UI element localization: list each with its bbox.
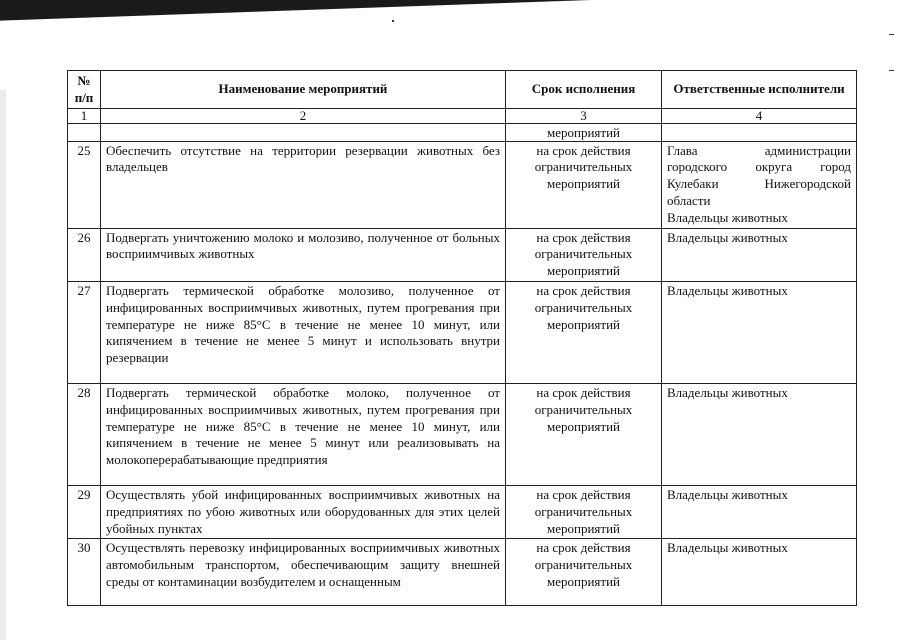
responsible-text: Владельцы животных xyxy=(662,228,857,281)
responsible-text: Владельцы животных xyxy=(662,539,857,606)
term-text: на срок действия ограничительных мероприятий xyxy=(506,539,662,606)
row-number: 29 xyxy=(68,485,101,538)
table-row xyxy=(68,383,857,485)
header-resp: Ответственные исполнители xyxy=(662,71,857,109)
term-text: на срок действия ограничительных мероприятий xyxy=(506,228,662,281)
responsible-line: области xyxy=(667,192,711,208)
scan-speck xyxy=(392,20,394,22)
row-number: 26 xyxy=(68,228,101,281)
scan-speck xyxy=(889,70,894,71)
term-text: на срок действия ограничительных мероприятий xyxy=(506,383,662,485)
table-row xyxy=(68,539,857,606)
table-row xyxy=(68,281,857,383)
row-number: 28 xyxy=(68,383,101,485)
measure-text: Осуществлять убой инфицированных восприимчивых животных на предприятиях по убою животных или оборудованных для этих целей убойных пунктах xyxy=(101,485,506,538)
measures-table xyxy=(67,70,857,606)
row-number: 30 xyxy=(68,539,101,606)
table-row xyxy=(68,141,857,228)
header-name: Наименование мероприятий xyxy=(101,71,506,109)
responsible-line: Кулебаки Нижегородской xyxy=(667,176,851,192)
table-header-row xyxy=(68,71,857,109)
measure-text: Осуществлять перевозку инфицированных восприимчивых животных автомобильным транспортом, обеспечивающим защиту внешней среды от контаминации возбудителем и оснащенным xyxy=(106,540,500,589)
continuation-term: мероприятий xyxy=(547,124,620,140)
header-num: № п/п xyxy=(68,71,101,109)
term-text: на срок действия ограничительных мероприятий xyxy=(506,485,662,538)
term-text: на срок действия ограничительных мероприятий xyxy=(506,141,662,228)
table-row xyxy=(68,228,857,281)
scan-left-edge xyxy=(0,90,6,640)
responsible-text: Владельцы животных xyxy=(662,383,857,485)
responsible-line: Глава администрации xyxy=(667,142,851,158)
index-cell: 4 xyxy=(662,108,857,123)
responsible-cell xyxy=(662,141,857,228)
responsible-line: городского округа город xyxy=(667,159,851,175)
measure-text: Обеспечить отсутствие на территории резервации животных без владельцев xyxy=(101,141,506,228)
header-term: Срок исполнения xyxy=(506,71,662,109)
index-cell: 2 xyxy=(101,108,506,123)
continuation-row xyxy=(68,123,857,141)
row-number: 25 xyxy=(68,141,101,228)
index-cell: 1 xyxy=(68,108,101,123)
row-number: 27 xyxy=(68,281,101,383)
measure-text: Подвергать термической обработке молозиво, полученное от инфицированных восприимчивых животных, путем прогревания при температуре не ниже 85°С в течение не менее 10 минут, или кипячением в течение не менее 5 минут и использовать внутри резервации xyxy=(101,281,506,383)
column-index-row xyxy=(68,108,857,123)
responsible-text: Владельцы животных xyxy=(662,485,857,538)
scan-edge-shadow xyxy=(0,0,905,22)
responsible-line: Владельцы животных xyxy=(667,209,788,225)
table-row xyxy=(68,485,857,538)
measure-text: Подвергать уничтожению молоко и молозиво, полученное от больных восприимчивых животных xyxy=(101,228,506,281)
scan-speck xyxy=(889,34,894,35)
index-cell: 3 xyxy=(506,108,662,123)
responsible-text: Владельцы животных xyxy=(662,281,857,383)
measure-text: Подвергать термической обработке молоко, полученное от инфицированных восприимчивых животных, путем прогревания при температуре не ниже 85°С в течение не менее 10 минут, или кипячением в течение не менее 5 минут или реализовывать на молокоперерабатывающие предприятия xyxy=(101,383,506,485)
term-text: на срок действия ограничительных мероприятий xyxy=(506,281,662,383)
